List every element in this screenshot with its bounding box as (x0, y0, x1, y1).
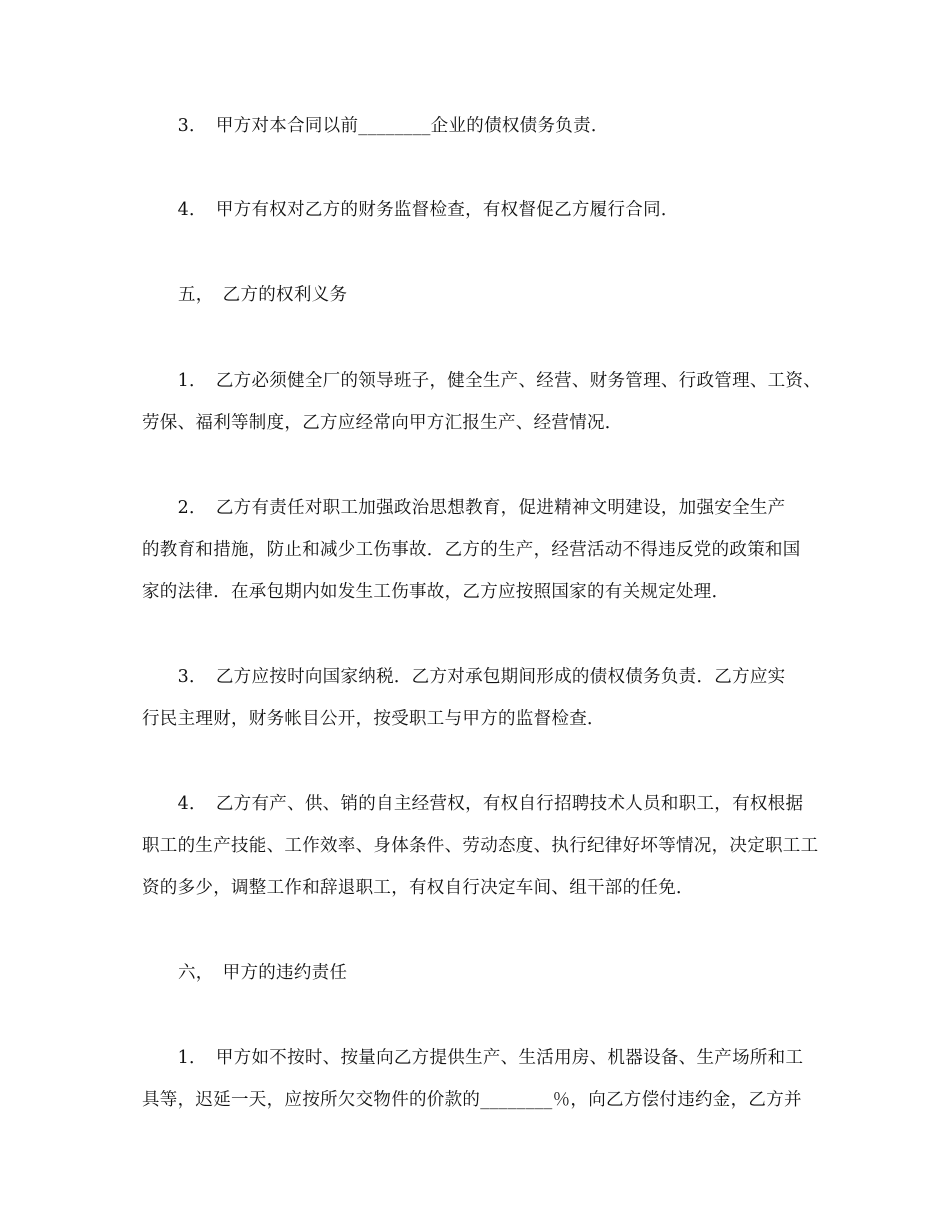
clause-5-3-line-1: 3． 乙方应按时向国家纳税．乙方对承包期间形成的债权债务负责．乙方应实 (142, 667, 786, 687)
section-6-heading: 六， 甲方的违约责任 (178, 963, 348, 983)
clause-4-4-line: 4． 甲方有权对乙方的财务监督检查，有权督促乙方履行合同． (142, 200, 679, 220)
clause-5-2-line-2: 的教育和措施，防止和减少工伤事故．乙方的生产，经营活动不得违反党的政策和国 (142, 540, 801, 560)
clause-5-1-line-1: 1． 乙方必须健全厂的领导班子，健全生产、经营、财务管理、行政管理、工资、 (142, 371, 822, 391)
clause-5-3-line-2: 行民主理财，财务帐目公开，按受职工与甲方的监督检查． (142, 709, 605, 729)
clause-4-3-line: 3． 甲方对本合同以前________企业的债权债务负责． (142, 116, 609, 136)
section-5-heading: 五， 乙方的权利义务 (178, 285, 348, 305)
clause-5-2-line-3: 家的法律．在承包期内如发生工伤事故，乙方应按照国家的有关规定处理． (142, 582, 730, 602)
clause-5-4-line-3: 资的多少，调整工作和辞退职工，有权自行决定车间、组干部的任免． (142, 878, 694, 898)
clause-5-4-line-2: 职工的生产技能、工作效率、身体条件、劳动态度、执行纪律好坏等情况，决定职工工 (142, 836, 819, 856)
clause-5-2-line-1: 2． 乙方有责任对职工加强政治思想教育，促进精神文明建设，加强安全生产 (142, 498, 786, 518)
clause-5-1-line-2: 劳保、福利等制度，乙方应经常向甲方汇报生产、经营情况． (142, 413, 623, 433)
clause-5-4-line-1: 4． 乙方有产、供、销的自主经营权，有权自行招聘技术人员和职工，有权根据 (142, 794, 804, 814)
clause-6-1-line-1: 1． 甲方如不按时、按量向乙方提供生产、生活用房、机器设备、生产场所和工 (142, 1048, 804, 1068)
clause-6-1-line-2: 具等，迟延一天，应按所欠交物件的价款的________％，向乙方偿付违约金，乙方并 (142, 1090, 802, 1110)
